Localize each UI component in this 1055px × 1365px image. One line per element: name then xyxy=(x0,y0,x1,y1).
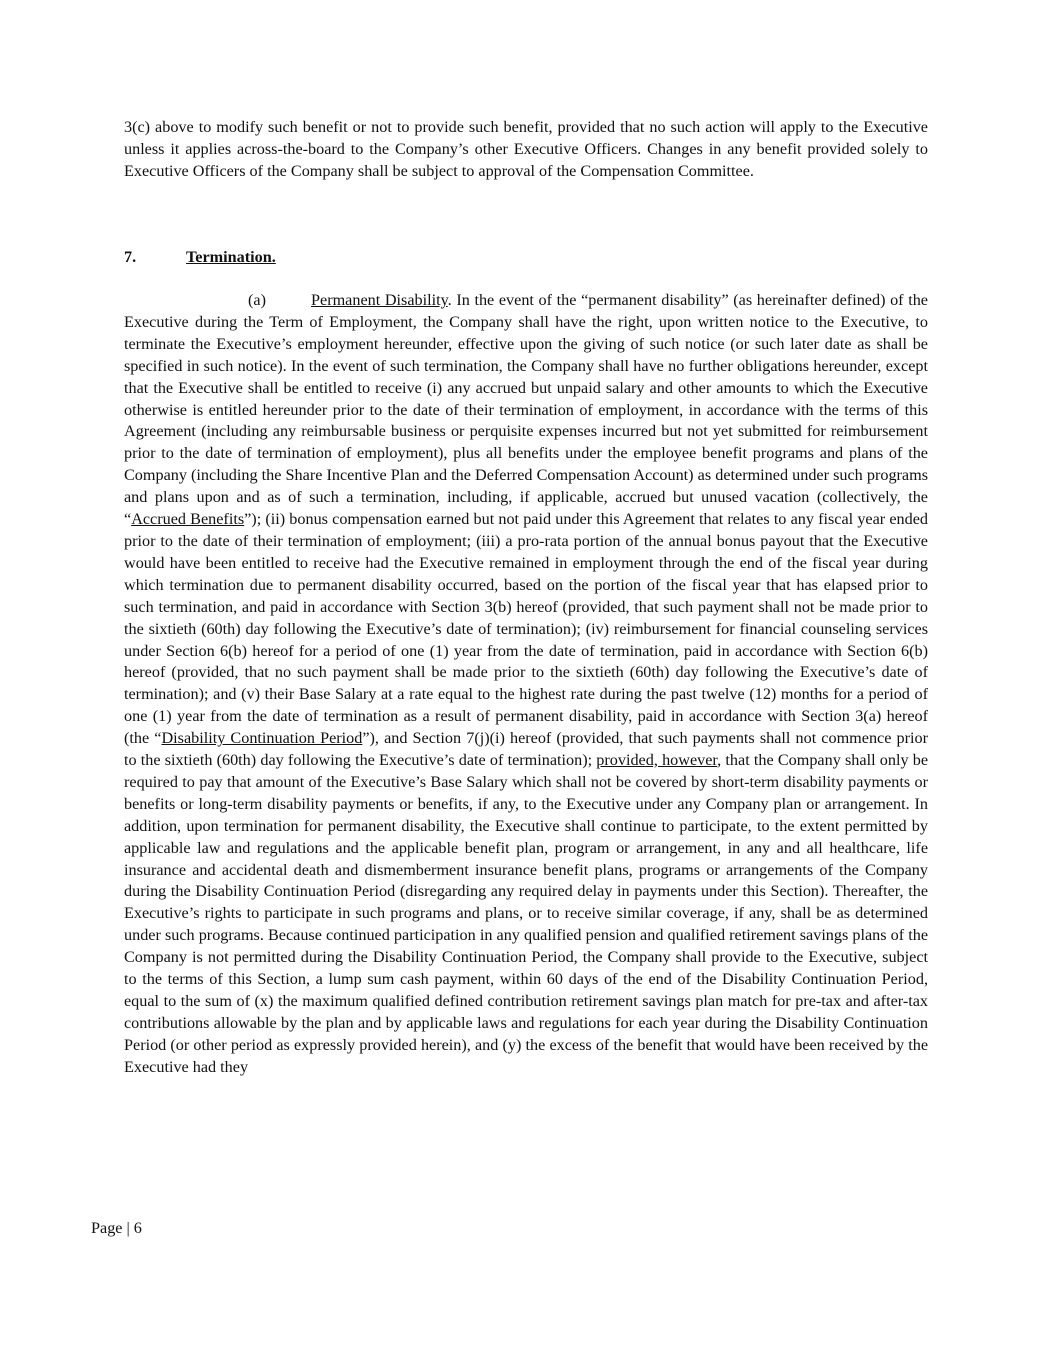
section-number: 7. xyxy=(124,248,137,266)
section-heading xyxy=(124,246,276,268)
subsection-text-3: ”), and Section 7(j)(i) hereof (provided, that such payments shall not commence prior to the sixtieth (60th) day following the Executive’s date of termination); xyxy=(124,729,928,770)
subsection-text-2: ”); (ii) bonus compensation earned but not paid under this Agreement that relates to any fiscal year ended prior to the date of their termination of employment; (iii) a pro-rata portion of the annual bonus payout that the Executive would have been entitled to receive had the Executive remained in employment through the end of the fiscal year during which termination due to permanent disability occurred, based on the portion of the fiscal year that has elapsed prior to such termination, and paid in accordance with Section 3(b) hereof (provided, that such payment shall not be made prior to the sixtieth (60th) day following the Executive’s date of termination); (iv) reimbursement for financial counseling services under Section 6(b) hereof for a period of one (1) year from the date of termination, paid in accordance with Section 6(b) hereof (provided, that no such payment shall be made prior to the sixtieth (60th) day following the Executive’s date of termination); and (v) their Base Salary at a rate equal to the highest rate during the past twelve (12) months for a period of one (1) year from the date of termination as a result of permanent disability, paid in accordance with Section 3(a) hereof (the “ xyxy=(124,510,928,748)
defined-term-accrued-benefits: Accrued Benefits xyxy=(131,510,245,529)
subsection-text-1: . In the event of the “permanent disability” (as hereinafter defined) of the Executive during the Term of Employment, the Company shall have the right, upon written notice to the Executive, to terminate the Executive’s employment hereunder, effective upon the giving of such notice (or such later date as shall be specified in such notice). In the event of such termination, the Company shall have no further obligations hereunder, except that the Executive shall be entitled to receive (i) any accrued but unpaid salary and other amounts to which the Executive otherwise is entitled hereunder prior to the date of their termination of employment, in accordance with the terms of this Agreement (including any reimbursable business or perquisite expenses incurred but not yet submitted for reimbursement prior to the date of termination of employment), plus all benefits under the employee benefit programs and plans of the Company (including the Share Incentive Plan and the Deferred Compensation Account) as determined under such programs and plans upon and as of such a termination, including, if applicable, accrued but unused vacation (collectively, the “ xyxy=(124,291,928,529)
subsection-label: (a) xyxy=(248,291,266,309)
subsection-text-4: , that the Company shall only be required to pay that amount of the Executive’s Base Salary which shall not be covered by short-term disability payments or benefits or long-term disability payments or benefits, if any, to the Executive under any Company plan or arrangement. In addition, upon termination for permanent disability, the Executive shall continue to participate, to the extent permitted by applicable law and regulations and the applicable benefit plan, program or arrangement, in any and all healthcare, life insurance and accidental death and dismemberment insurance benefit plans, programs or arrangements of the Company during the Disability Continuation Period (disregarding any required delay in payments under this Section). Thereafter, the Executive’s rights to participate in such programs and plans, or to receive similar coverage, if any, shall be as determined under such programs. Because continued participation in any qualified pension and qualified retirement savings plans of the Company is not permitted during the Disability Continuation Period, the Company shall provide to the Executive, subject to the terms of this Section, a lump sum cash payment, within 60 days of the end of the Disability Continuation Period, equal to the sum of (x) the maximum qualified defined contribution retirement savings plan match for pre-tax and after-tax contributions allowable by the plan and by applicable laws and regulations for each year during the Disability Continuation Period (or other period as expressly provided herein), and (y) the excess of the benefit that would have been received by the Executive had they xyxy=(124,751,929,1076)
defined-term-disability-continuation-period: Disability Continuation Period xyxy=(161,729,363,748)
subsection-a-paragraph xyxy=(124,290,928,1079)
subsection-heading: Permanent Disability xyxy=(311,291,448,309)
page-number: Page | 6 xyxy=(91,1219,142,1237)
section-title: Termination. xyxy=(186,248,276,266)
intro-paragraph: 3(c) above to modify such benefit or not to provide such benefit, provided that no such action will apply to the Executive unless it applies across-the-board to the Company’s other Executive Officers. Changes in any benefit provided solely to Executive Officers of the Company shall be subject to approval of the Compensation Committee. xyxy=(124,118,928,180)
proviso-term: provided, however xyxy=(596,751,718,770)
